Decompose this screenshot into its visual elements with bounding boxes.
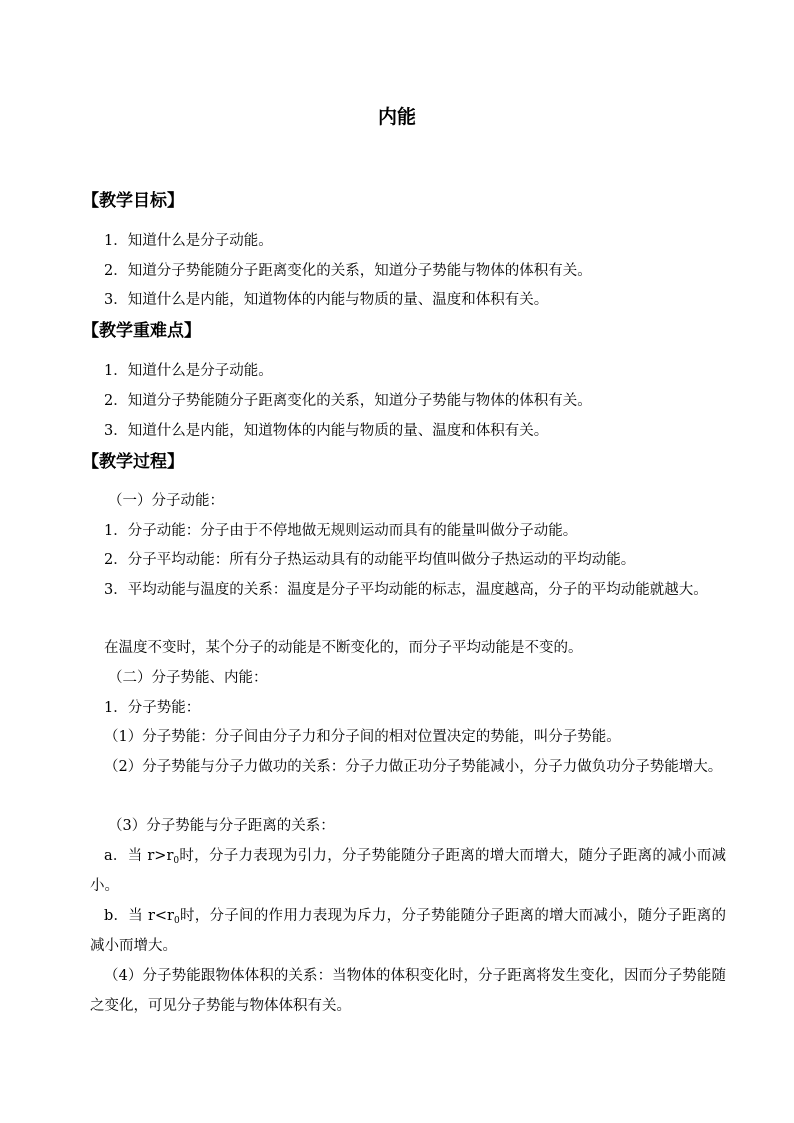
- process-paragraph-3: 3．平均动能与温度的关系：温度是分子平均动能的标志，温度越高，分子的平均动能就越大。: [104, 582, 708, 598]
- process-paragraph-5: 1．分子势能：: [104, 700, 201, 716]
- p10-prefix: b．当 r<r: [104, 908, 174, 924]
- process-paragraph-6: （1）分子势能：分子间由分子力和分子间的相对位置决定的势能，叫分子势能。: [104, 729, 621, 745]
- process-paragraph-10: [90, 901, 726, 961]
- p10-suffix: 时，分子间的作用力表现为斥力，分子势能随分子距离的增大而减小，随分子距离的减小而增大。: [90, 908, 726, 954]
- process-paragraph-8: （3）分子势能与分子距离的关系：: [108, 818, 335, 834]
- part2-title: （二）分子势能、内能：: [108, 670, 268, 686]
- process-paragraph-4: 在温度不变时，某个分子的动能是不断变化的，而分子平均动能是不变的。: [104, 640, 583, 656]
- key-point-item-2: 2．知道分子势能随分子距离变化的关系，知道分子势能与物体的体积有关。: [104, 393, 592, 409]
- p9-prefix: a．当 r>r: [104, 848, 174, 864]
- objective-item-2: 2．知道分子势能随分子距离变化的关系，知道分子势能与物体的体积有关。: [104, 263, 592, 279]
- process-paragraph-7: （2）分子势能与分子力做功的关系：分子力做正功分子势能减小，分子力做负功分子势能增大。: [104, 759, 723, 775]
- p10-subscript: 0: [173, 916, 180, 926]
- process-paragraph-11: （4）分子势能跟物体体积的关系：当物体的体积变化时，分子距离将发生变化，因而分子势能随之变化，可见分子势能与物体体积有关。: [90, 968, 726, 1014]
- key-point-item-3: 3．知道什么是内能，知道物体的内能与物质的量、温度和体积有关。: [104, 423, 549, 439]
- part1-title: （一）分子动能：: [108, 493, 224, 509]
- section-heading-process: 【教学过程】: [82, 452, 184, 472]
- section-heading-key-points: 【教学重难点】: [82, 321, 201, 341]
- page-title: 内能: [377, 106, 416, 128]
- key-point-item-1: 1．知道什么是分子动能。: [104, 363, 273, 379]
- objective-item-3: 3．知道什么是内能，知道物体的内能与物质的量、温度和体积有关。: [104, 292, 549, 308]
- process-paragraph-2: 2．分子平均动能：所有分子热运动具有的动能平均值叫做分子热运动的平均动能。: [104, 552, 636, 568]
- process-paragraph-1: 1．分子动能：分子由于不停地做无规则运动而具有的能量叫做分子动能。: [104, 523, 578, 539]
- p9-subscript: 0: [173, 856, 180, 866]
- section-heading-objectives: 【教学目标】: [82, 191, 184, 211]
- objective-item-1: 1．知道什么是分子动能。: [104, 233, 273, 249]
- process-paragraph-9: [90, 841, 726, 901]
- p9-suffix: 时，分子力表现为引力，分子势能随分子距离的增大而增大，随分子距离的减小而减小。: [90, 848, 726, 894]
